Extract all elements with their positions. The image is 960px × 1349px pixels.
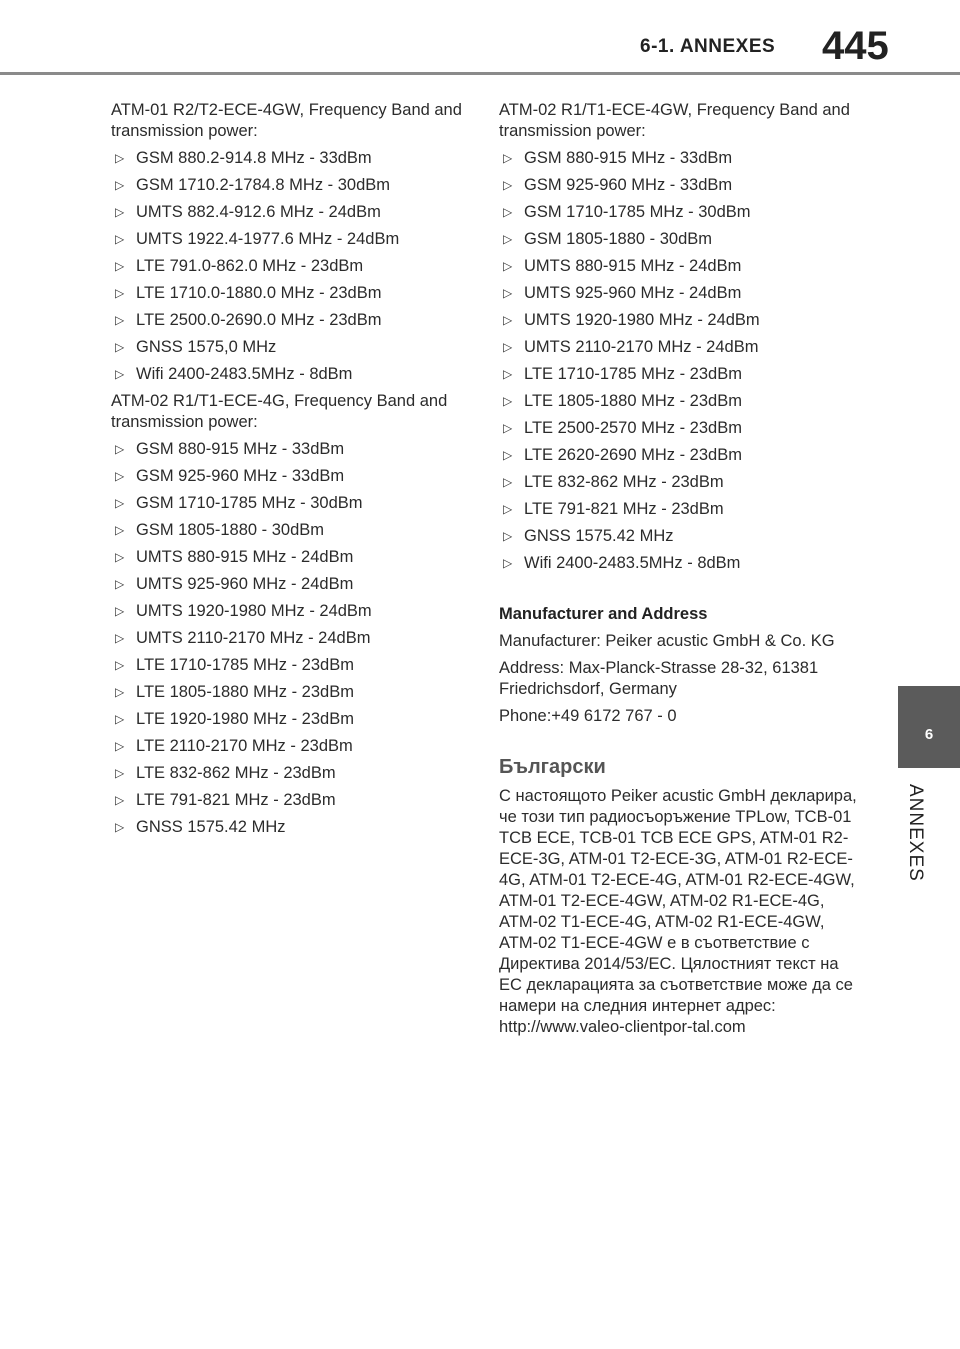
triangle-right-icon: ▷ [115, 178, 125, 192]
triangle-right-icon: ▷ [503, 232, 513, 246]
triangle-right-icon: ▷ [115, 577, 125, 591]
triangle-right-icon: ▷ [503, 448, 513, 462]
triangle-right-icon: ▷ [115, 259, 125, 273]
list-item [499, 283, 859, 304]
triangle-right-icon: ▷ [115, 712, 125, 726]
list-item-text: GSM 1805-1880 - 30dBm [136, 521, 325, 539]
list-item [111, 364, 471, 385]
triangle-right-icon: ▷ [503, 556, 513, 570]
right-column [499, 100, 859, 1044]
list-item [111, 520, 471, 541]
triangle-right-icon: ▷ [115, 739, 125, 753]
list-item-text: LTE 2500.0-2690.0 MHz - 23dBm [136, 311, 382, 329]
phone-line: Phone:+49 6172 767 - 0 [499, 707, 677, 725]
block2-list [111, 439, 471, 838]
triangle-right-icon: ▷ [503, 259, 513, 273]
list-item-text: LTE 832-862 MHz - 23dBm [136, 764, 336, 782]
triangle-right-icon: ▷ [115, 496, 125, 510]
triangle-right-icon: ▷ [115, 550, 125, 564]
list-item-text: LTE 2110-2170 MHz - 23dBm [136, 737, 353, 755]
address-line: Address: Max-Planck-Strasse 28-32, 61381 Friedrichsdorf, Germany [499, 659, 819, 698]
list-item-text: UMTS 925-960 MHz - 24dBm [136, 575, 354, 593]
list-item [499, 310, 859, 331]
list-item-text: GNSS 1575.42 MHz [524, 527, 674, 545]
block1-intro: ATM-01 R2/T2-ECE-4GW, Frequency Band and transmission power: [111, 101, 462, 140]
list-item-text: GNSS 1575.42 MHz [136, 818, 286, 836]
bulgarian-paragraph: С настоящото Peiker acustic GmbH декларира, че този тип радиосъоръжение TPLow, TCB-01 TCB ECE, TCB-01 TCB ECE GPS, ATM-01 R2-ECE-3G, ATM-01 T2-ECE-3G, ATM-01 R2-ECE-4G, ATM-01 T2-ECE-4G, ATM-01 R2-ECE-4GW, ATM-01 T2-ECE-4GW, ATM-02 R1-ECE-4G, ATM-02 T1-ECE-4G, ATM-02 R1-ECE-4GW, ATM-02 T1-ECE-4GW е в съответствие с Директива 2014/53/ЕС. Цялостният текст на ЕС декларацията за съответствие може да се намери на следния интернет адрес: http://www.valeo-clientpor-tal.com [499, 787, 857, 1036]
list-item-text: GSM 880.2-914.8 MHz - 33dBm [136, 149, 372, 167]
list-item [111, 148, 471, 169]
triangle-right-icon: ▷ [503, 367, 513, 381]
triangle-right-icon: ▷ [503, 502, 513, 516]
list-item [499, 175, 859, 196]
list-item-text: LTE 791-821 MHz - 23dBm [524, 500, 724, 518]
list-item-text: UMTS 1920-1980 MHz - 24dBm [136, 602, 372, 620]
triangle-right-icon: ▷ [115, 685, 125, 699]
left-column [111, 100, 471, 844]
triangle-right-icon: ▷ [503, 313, 513, 327]
list-item [499, 445, 859, 466]
triangle-right-icon: ▷ [115, 766, 125, 780]
triangle-right-icon: ▷ [503, 475, 513, 489]
list-item-text: Wifi 2400-2483.5MHz - 8dBm [136, 365, 353, 383]
list-item [499, 202, 859, 223]
header-rule [0, 72, 960, 75]
triangle-right-icon: ▷ [115, 820, 125, 834]
triangle-right-icon: ▷ [115, 523, 125, 537]
triangle-right-icon: ▷ [503, 340, 513, 354]
list-item-text: GSM 1805-1880 - 30dBm [524, 230, 713, 248]
list-item [111, 337, 471, 358]
list-item-text: Wifi 2400-2483.5MHz - 8dBm [524, 554, 741, 572]
triangle-right-icon: ▷ [115, 286, 125, 300]
triangle-right-icon: ▷ [115, 232, 125, 246]
list-item [111, 574, 471, 595]
list-item-text: GNSS 1575,0 MHz [136, 338, 277, 356]
chapter-tab [898, 686, 960, 768]
list-item [111, 655, 471, 676]
list-item [111, 310, 471, 331]
list-item-text: UMTS 2110-2170 MHz - 24dBm [524, 338, 759, 356]
list-item [111, 709, 471, 730]
triangle-right-icon: ▷ [503, 151, 513, 165]
triangle-right-icon: ▷ [115, 631, 125, 645]
list-item [499, 391, 859, 412]
list-item-text: LTE 1710-1785 MHz - 23dBm [136, 656, 354, 674]
list-item [111, 736, 471, 757]
list-item-text: GSM 1710-1785 MHz - 30dBm [136, 494, 363, 512]
list-item [111, 763, 471, 784]
list-item-text: UMTS 1922.4-1977.6 MHz - 24dBm [136, 230, 400, 248]
list-item [111, 790, 471, 811]
block2-intro: ATM-02 R1/T1-ECE-4G, Frequency Band and transmission power: [111, 392, 448, 431]
triangle-right-icon: ▷ [115, 658, 125, 672]
list-item [499, 418, 859, 439]
list-item [499, 526, 859, 547]
list-item [111, 466, 471, 487]
triangle-right-icon: ▷ [503, 421, 513, 435]
triangle-right-icon: ▷ [503, 286, 513, 300]
page-number: 445 [822, 24, 889, 68]
triangle-right-icon: ▷ [115, 313, 125, 327]
triangle-right-icon: ▷ [115, 340, 125, 354]
list-item-text: UMTS 1920-1980 MHz - 24dBm [524, 311, 760, 329]
list-item-text: LTE 1710-1785 MHz - 23dBm [524, 365, 742, 383]
triangle-right-icon: ▷ [503, 529, 513, 543]
list-item [111, 202, 471, 223]
triangle-right-icon: ▷ [503, 178, 513, 192]
triangle-right-icon: ▷ [503, 394, 513, 408]
list-item-text: GSM 925-960 MHz - 33dBm [524, 176, 733, 194]
list-item-text: GSM 925-960 MHz - 33dBm [136, 467, 345, 485]
triangle-right-icon: ▷ [115, 442, 125, 456]
list-item-text: LTE 832-862 MHz - 23dBm [524, 473, 724, 491]
triangle-right-icon: ▷ [115, 367, 125, 381]
manufacturer-heading: Manufacturer and Address [499, 605, 708, 623]
list-item-text: LTE 1805-1880 MHz - 23dBm [136, 683, 354, 701]
bulgarian-heading: Български [499, 756, 606, 778]
list-item-text: UMTS 880-915 MHz - 24dBm [524, 257, 742, 275]
list-item-text: GSM 1710.2-1784.8 MHz - 30dBm [136, 176, 391, 194]
triangle-right-icon: ▷ [115, 469, 125, 483]
list-item-text: LTE 791-821 MHz - 23dBm [136, 791, 336, 809]
list-item [111, 256, 471, 277]
list-item [499, 364, 859, 385]
list-item [111, 601, 471, 622]
list-item-text: LTE 791.0-862.0 MHz - 23dBm [136, 257, 364, 275]
list-item [111, 682, 471, 703]
chapter-label: ANNEXES [905, 784, 926, 882]
list-item-text: UMTS 925-960 MHz - 24dBm [524, 284, 742, 302]
list-item [111, 229, 471, 250]
list-item-text: LTE 2620-2690 MHz - 23dBm [524, 446, 742, 464]
triangle-right-icon: ▷ [115, 151, 125, 165]
list-item [111, 493, 471, 514]
block1-list [111, 148, 471, 385]
list-item-text: LTE 1710.0-1880.0 MHz - 23dBm [136, 284, 382, 302]
triangle-right-icon: ▷ [115, 604, 125, 618]
triangle-right-icon: ▷ [115, 205, 125, 219]
list-item-text: GSM 1710-1785 MHz - 30dBm [524, 203, 751, 221]
list-item [111, 439, 471, 460]
list-item [111, 817, 471, 838]
list-item-text: GSM 880-915 MHz - 33dBm [136, 440, 345, 458]
section-label: 6-1. ANNEXES [640, 36, 776, 57]
list-item [499, 472, 859, 493]
list-item-text: UMTS 882.4-912.6 MHz - 24dBm [136, 203, 381, 221]
list-item [111, 547, 471, 568]
block3-intro: ATM-02 R1/T1-ECE-4GW, Frequency Band and transmission power: [499, 101, 850, 140]
manufacturer-line: Manufacturer: Peiker acustic GmbH & Co. KG [499, 632, 835, 650]
list-item-text: LTE 2500-2570 MHz - 23dBm [524, 419, 742, 437]
list-item-text: UMTS 880-915 MHz - 24dBm [136, 548, 354, 566]
list-item [499, 256, 859, 277]
list-item [499, 148, 859, 169]
block3-list [499, 148, 859, 574]
list-item [111, 175, 471, 196]
list-item [499, 499, 859, 520]
list-item-text: GSM 880-915 MHz - 33dBm [524, 149, 733, 167]
list-item [111, 283, 471, 304]
list-item [499, 337, 859, 358]
triangle-right-icon: ▷ [115, 793, 125, 807]
list-item-text: LTE 1920-1980 MHz - 23dBm [136, 710, 354, 728]
page-header [0, 0, 960, 74]
chapter-number: 6 [924, 726, 934, 743]
list-item [499, 553, 859, 574]
list-item [111, 628, 471, 649]
triangle-right-icon: ▷ [503, 205, 513, 219]
list-item [499, 229, 859, 250]
list-item-text: UMTS 2110-2170 MHz - 24dBm [136, 629, 371, 647]
list-item-text: LTE 1805-1880 MHz - 23dBm [524, 392, 742, 410]
